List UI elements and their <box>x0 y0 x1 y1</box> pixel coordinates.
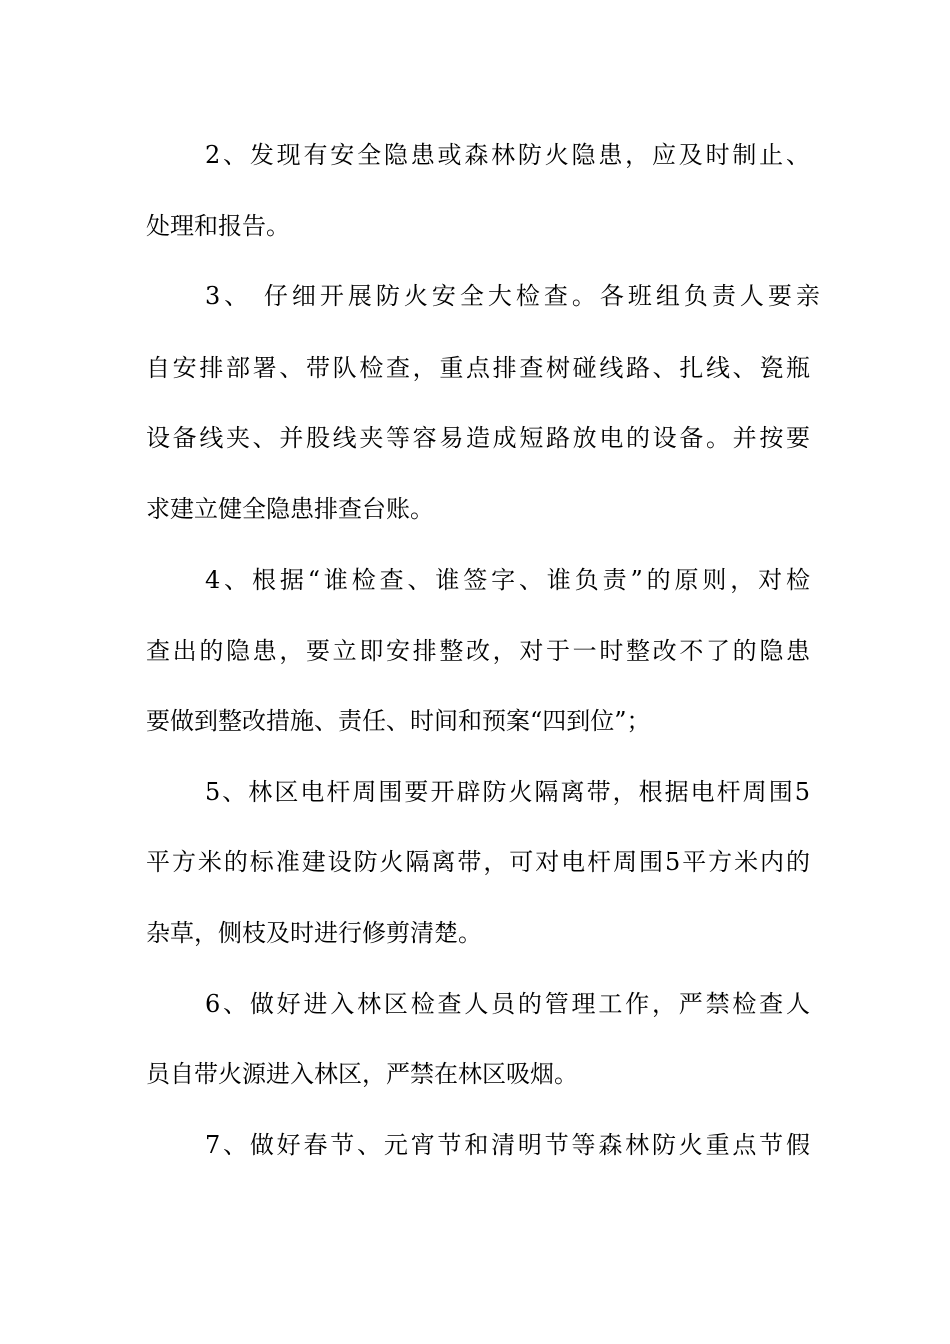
paragraph-5-line-1: 5、林区电杆周围要开辟防火隔离带，根据电杆周围5 <box>205 778 810 806</box>
paragraph-4-line-2: 查出的隐患，要立即安排整改，对于一时整改不了的隐患 <box>146 637 810 665</box>
paragraph-7-line-1: 7、做好春节、元宵节和清明节等森林防火重点节假 <box>205 1131 810 1159</box>
paragraph-2-line-2: 处理和报告。 <box>146 212 290 240</box>
paragraph-6-line-1: 6、做好进入林区检查人员的管理工作，严禁检查人 <box>205 990 810 1018</box>
paragraph-6-line-2: 员自带火源进入林区，严禁在林区吸烟。 <box>146 1060 578 1088</box>
paragraph-3-line-4: 求建立健全隐患排查台账。 <box>146 495 434 523</box>
paragraph-4-line-1: 4、根据“谁检查、谁签字、谁负责”的原则，对检 <box>205 566 810 594</box>
paragraph-5-line-3: 杂草，侧枝及时进行修剪清楚。 <box>146 919 482 947</box>
paragraph-5-line-2: 平方米的标准建设防火隔离带，可对电杆周围5平方米内的 <box>146 848 810 876</box>
paragraph-3-line-1: 3、 仔细开展防火安全大检查。各班组负责人要亲 <box>205 282 824 310</box>
paragraph-3-line-2: 自安排部署、带队检查，重点排查树碰线路、扎线、瓷瓶 <box>146 354 810 382</box>
paragraph-4-line-3: 要做到整改措施、责任、时间和预案“四到位”； <box>146 707 651 735</box>
paragraph-3-line-3: 设备线夹、并股线夹等容易造成短路放电的设备。并按要 <box>146 424 810 452</box>
paragraph-2-line-1: 2、发现有安全隐患或森林防火隐患，应及时制止、 <box>205 141 810 169</box>
